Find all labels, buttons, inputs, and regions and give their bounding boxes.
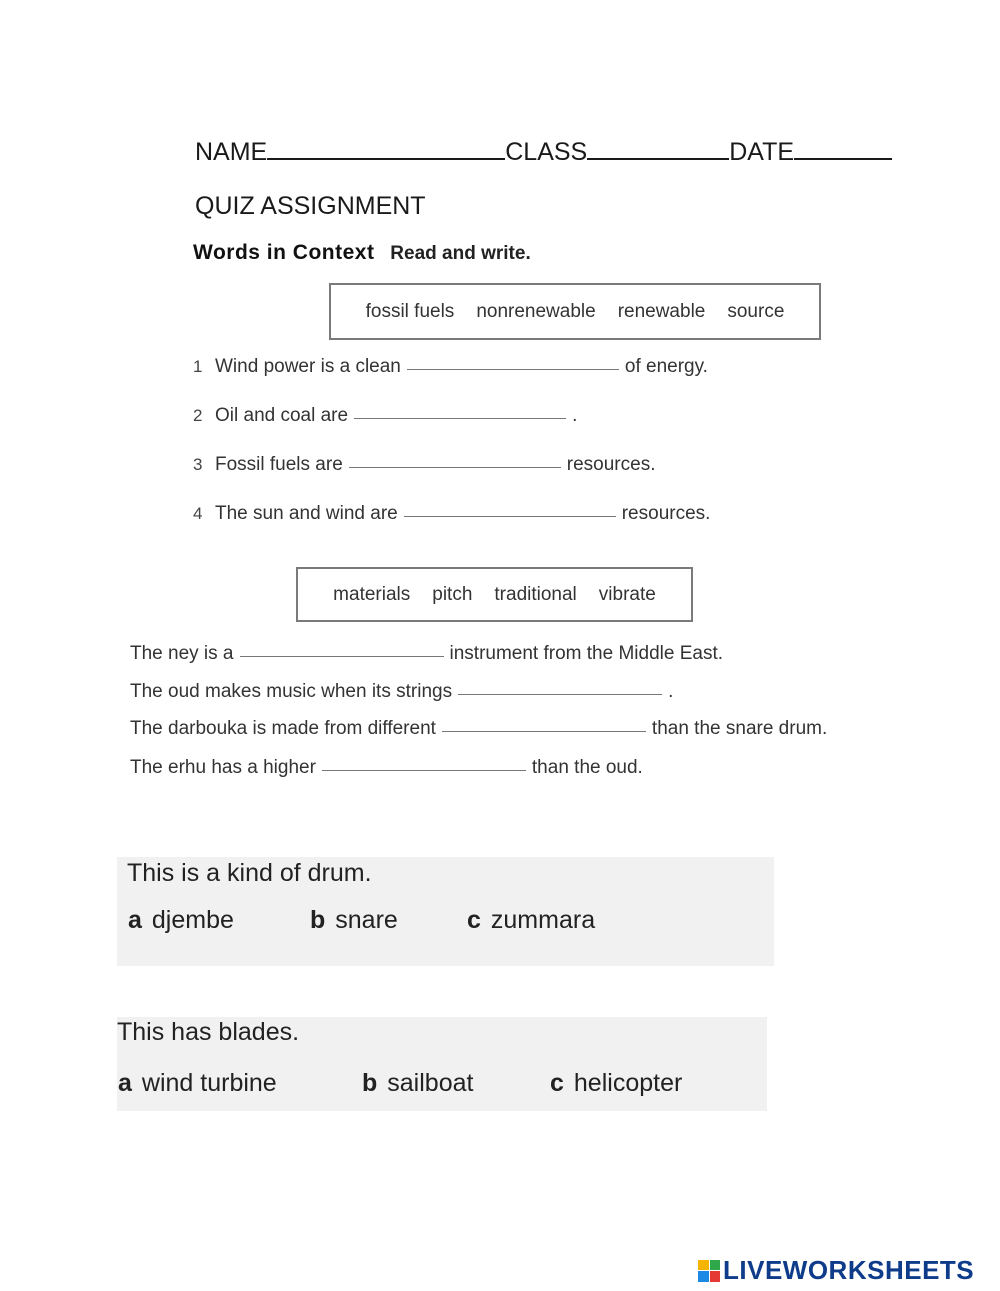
question-text-after: resources. (566, 454, 656, 475)
question-row (193, 454, 655, 476)
sentence-text-before: The darbouka is made from different (130, 718, 436, 739)
name-label: NAME (195, 138, 268, 166)
question-text-before: The sun and wind are (215, 503, 398, 524)
word-bank-item: nonrenewable (476, 300, 596, 322)
option-letter: a (118, 1069, 132, 1097)
word-bank-item: fossil fuels (365, 300, 455, 322)
answer-blank[interactable] (349, 466, 561, 468)
mc-option-b[interactable] (310, 906, 467, 935)
sentence-text-after: . (668, 681, 674, 702)
question-row (193, 356, 708, 378)
sentence-text-before: The erhu has a higher (130, 757, 316, 778)
sentence-text-after: instrument from the Middle East. (449, 643, 723, 664)
option-text: helicopter (573, 1069, 683, 1097)
option-text: djembe (151, 906, 234, 934)
mc-option-a[interactable] (128, 906, 310, 935)
question-number: 1 (193, 357, 203, 376)
answer-blank[interactable] (354, 417, 566, 419)
name-field[interactable] (267, 138, 505, 160)
sentence-row (130, 757, 643, 779)
question-number: 4 (193, 504, 203, 523)
word-bank-item: traditional (494, 583, 577, 605)
word-bank-item: pitch (432, 583, 473, 605)
logo-grid-icon (698, 1260, 720, 1282)
brand-name: LIVEWORKSHEETS (723, 1255, 975, 1285)
mc-question: This has blades. (117, 1018, 300, 1046)
word-bank-item: materials (333, 583, 411, 605)
mc-option-b[interactable] (362, 1069, 550, 1098)
option-letter: b (362, 1069, 378, 1097)
answer-blank[interactable] (458, 693, 662, 695)
option-text: sailboat (387, 1069, 474, 1097)
question-text-before: Wind power is a clean (215, 356, 401, 377)
question-number: 2 (193, 406, 203, 425)
mc-options (128, 906, 595, 935)
question-text-after: . (572, 405, 578, 426)
quiz-title: QUIZ ASSIGNMENT (195, 192, 426, 220)
class-field[interactable] (587, 138, 729, 160)
option-text: zummara (490, 906, 596, 934)
word-bank-music (296, 567, 693, 622)
answer-blank[interactable] (407, 368, 619, 370)
sentence-row (130, 643, 723, 665)
section-heading (193, 241, 531, 265)
word-bank-energy (329, 283, 821, 340)
option-letter: c (550, 1069, 564, 1097)
question-row (193, 405, 577, 427)
mc-option-c[interactable] (467, 906, 595, 935)
mc-option-c[interactable] (550, 1069, 682, 1098)
option-letter: c (467, 906, 481, 934)
answer-blank[interactable] (240, 655, 444, 657)
section-instruction: Read and write. (390, 243, 531, 264)
question-number: 3 (193, 455, 203, 474)
section-heading-title: Words in Context (193, 241, 375, 264)
question-row (193, 503, 710, 525)
sentence-text-before: The ney is a (130, 643, 234, 664)
multiple-choice-blades (117, 1017, 767, 1111)
answer-blank[interactable] (404, 515, 616, 517)
question-text-after: resources. (621, 503, 711, 524)
answer-blank[interactable] (322, 769, 526, 771)
word-bank-item: vibrate (598, 583, 656, 605)
option-text: wind turbine (141, 1069, 277, 1097)
liveworksheets-logo (698, 1255, 974, 1286)
question-text-after: of energy. (624, 356, 708, 377)
sentence-text-after: than the snare drum. (651, 718, 828, 739)
sentence-row (130, 681, 673, 703)
word-bank-item: renewable (617, 300, 706, 322)
sentence-text-before: The oud makes music when its strings (130, 681, 453, 702)
class-label: CLASS (505, 138, 588, 166)
word-bank-item: source (727, 300, 785, 322)
mc-options (118, 1069, 682, 1098)
date-label: DATE (729, 138, 795, 166)
option-letter: b (310, 906, 326, 934)
option-letter: a (128, 906, 142, 934)
question-text-before: Oil and coal are (215, 405, 349, 426)
date-field[interactable] (794, 138, 892, 160)
sentence-row (130, 718, 827, 740)
answer-blank[interactable] (442, 730, 646, 732)
sentence-text-after: than the oud. (531, 757, 643, 778)
student-info-header (195, 138, 892, 167)
mc-option-a[interactable] (118, 1069, 362, 1098)
question-text-before: Fossil fuels are (215, 454, 343, 475)
multiple-choice-drum (117, 857, 774, 966)
mc-question: This is a kind of drum. (127, 859, 372, 887)
option-text: snare (335, 906, 398, 934)
